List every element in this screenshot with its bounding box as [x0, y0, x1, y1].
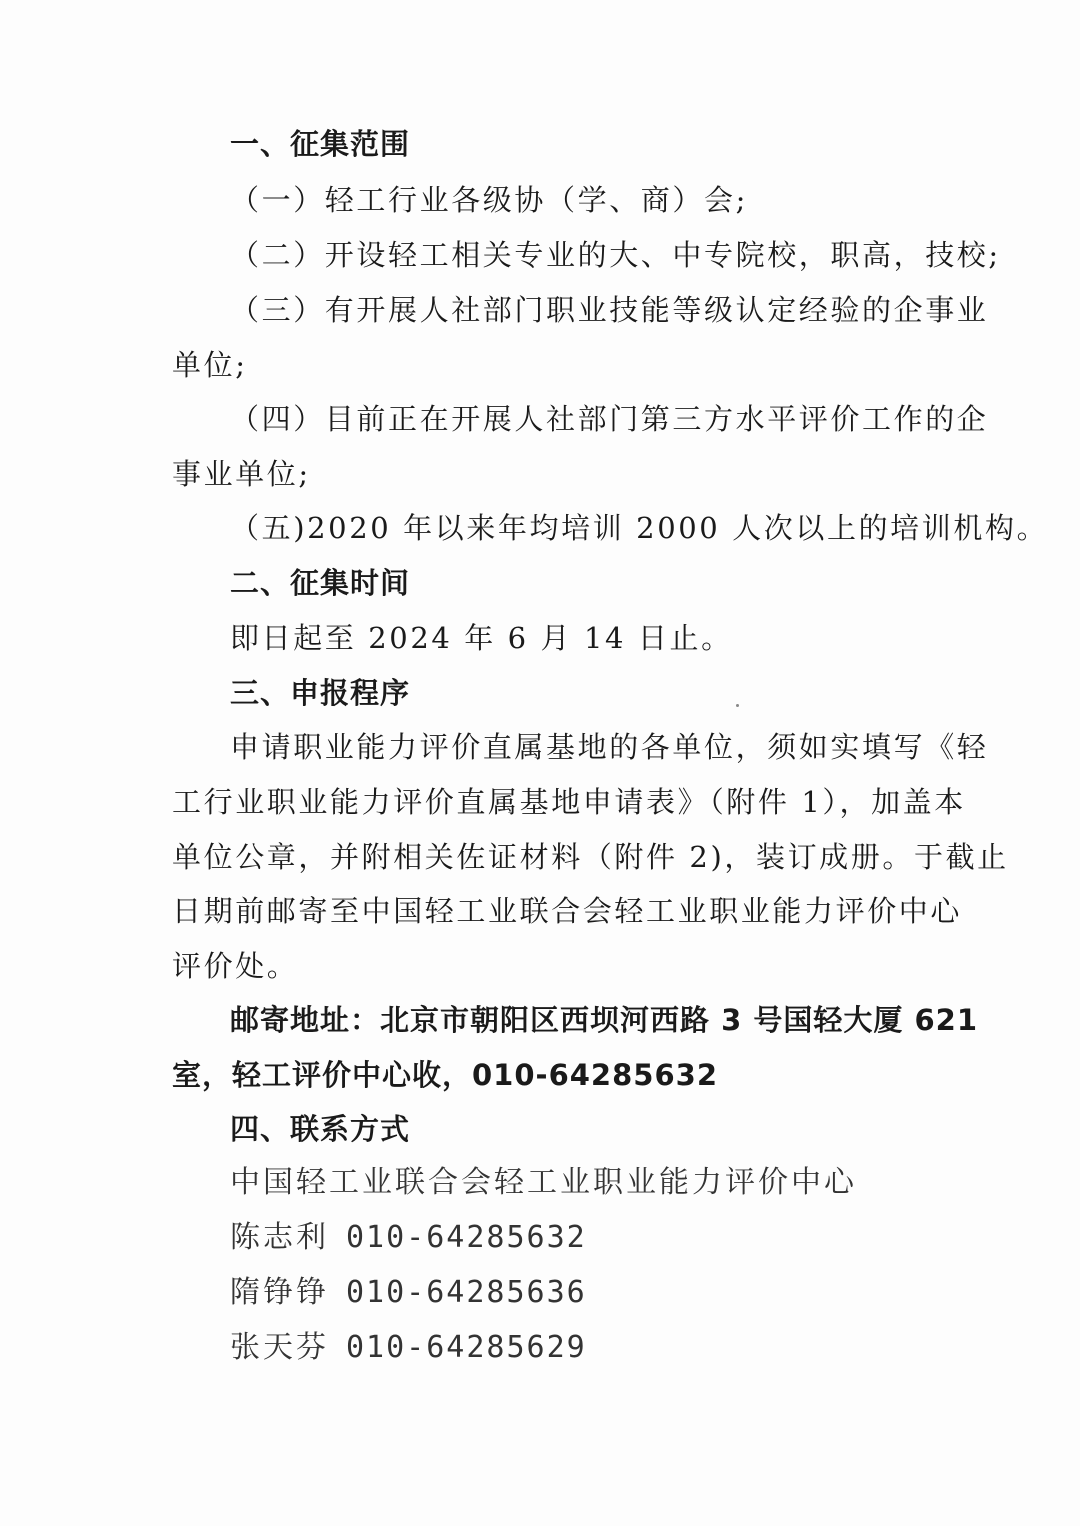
scope-item-4: （四）目前正在开展人社部门第三方水平评价工作的企	[230, 402, 989, 436]
procedure-line-3: 单位公章，并附相关佐证材料（附件 2)，装订成册。于截止	[172, 840, 1009, 874]
section-heading-contact: 四、联系方式	[230, 1112, 411, 1146]
scope-item-4-cont: 事业单位;	[172, 457, 311, 491]
procedure-line-4: 日期前邮寄至中国轻工业联合会轻工业职业能力评价中心	[172, 894, 963, 928]
scope-item-1: （一）轻工行业各级协（学、商）会;	[230, 183, 748, 217]
section-heading-scope: 一、征集范围	[230, 127, 411, 161]
time-text: 即日起至 2024 年 6 月 14 日止。	[230, 621, 733, 655]
contact-name: 陈志利	[230, 1220, 329, 1255]
contact-org: 中国轻工业联合会轻工业职业能力评价中心	[230, 1165, 857, 1200]
procedure-line-5: 评价处。	[172, 949, 299, 983]
scan-dot	[736, 704, 739, 707]
section-heading-time: 二、征集时间	[230, 566, 411, 600]
mailing-address-line-2: 室，轻工评价中心收，010-64285632	[172, 1058, 718, 1092]
contact-phone: 010-64285629	[346, 1330, 587, 1365]
contact-phone: 010-64285632	[346, 1220, 587, 1255]
contact-phone: 010-64285636	[346, 1275, 587, 1310]
contact-row	[230, 1328, 930, 1368]
contact-row	[230, 1218, 930, 1258]
contact-name: 张天芬	[230, 1330, 329, 1365]
contact-name: 隋铮铮	[230, 1275, 329, 1310]
procedure-line-1: 申请职业能力评价直属基地的各单位，须如实填写《轻	[230, 730, 989, 764]
mailing-address-line-1: 邮寄地址：北京市朝阳区西坝河西路 3 号国轻大厦 621	[230, 1003, 979, 1037]
scope-item-3: （三）有开展人社部门职业技能等级认定经验的企事业	[230, 293, 989, 327]
section-heading-procedure: 三、申报程序	[230, 676, 411, 710]
scope-item-3-cont: 单位;	[172, 348, 248, 382]
contact-row	[230, 1273, 930, 1313]
scope-item-5: （五)2020 年以来年均培训 2000 人次以上的培训机构。	[230, 511, 1049, 545]
scope-item-2: （二）开设轻工相关专业的大、中专院校，职高，技校;	[230, 238, 1001, 272]
procedure-line-2: 工行业职业能力评价直属基地申请表》（附件 1），加盖本	[172, 785, 966, 819]
